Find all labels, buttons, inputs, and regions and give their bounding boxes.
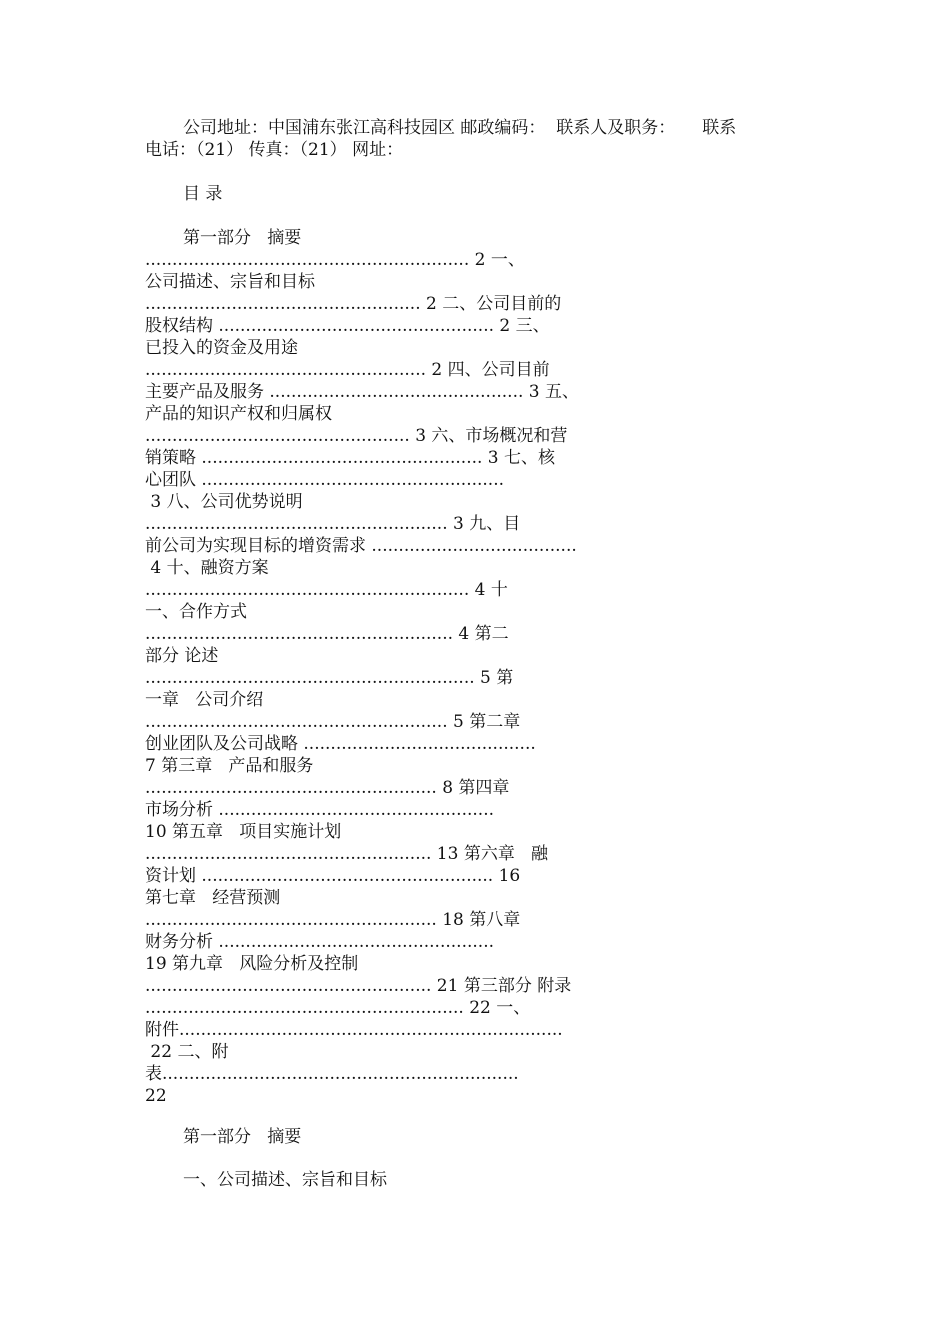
toc-line: 公司描述、宗旨和目标 (145, 272, 315, 292)
toc-line: ........................................................ 3 九、目 (145, 514, 521, 534)
toc-line: 已投入的资金及用途 (145, 338, 298, 358)
toc-line: 股权结构 ................................................... 2 三、 (145, 316, 550, 336)
toc-line: 10 第五章 项目实施计划 (145, 822, 342, 842)
section-heading: 第一部分 摘要 (183, 1127, 302, 1147)
toc-line: ...................................................... 18 第八章 (145, 910, 521, 930)
toc-line: 销策略 .................................................... 3 七、核 (145, 448, 556, 468)
toc-line: 一章 公司介绍 (145, 690, 264, 710)
toc-line: ........................................................ 5 第二章 (145, 712, 521, 732)
toc-line: 附件....................................................................... (145, 1020, 563, 1040)
toc-line: ........................................................... 22 一、 (145, 998, 531, 1018)
text-line: 电话：（21） 传真：（21） 网址： (145, 140, 404, 160)
toc-line: ..................................................... 13 第六章 融 (145, 844, 549, 864)
toc-line: ...................................................... 8 第四章 (145, 778, 510, 798)
toc-line: .................................................... 2 四、公司目前 (145, 360, 550, 380)
toc-line: 表.................................................................. (145, 1064, 519, 1084)
toc-line: 3 八、公司优势说明 (145, 492, 303, 512)
toc-line: ......................................................... 4 第二 (145, 624, 509, 644)
toc-line: 产品的知识产权和归属权 (145, 404, 332, 424)
toc-line: 7 第三章 产品和服务 (145, 756, 314, 776)
toc-line: 4 十、融资方案 (145, 558, 269, 578)
toc-line: ................................................... 2 二、公司目前的 (145, 294, 562, 314)
toc-line: 市场分析 ................................................... (145, 800, 494, 820)
toc-line: 第一部分 摘要 (183, 228, 302, 248)
toc-line: 部分 论述 (145, 646, 219, 666)
toc-heading: 目 录 (183, 184, 223, 204)
toc-line: 财务分析 ................................................... (145, 932, 494, 952)
toc-line: 前公司为实现目标的增资需求 ...................................... (145, 536, 577, 556)
toc-line: 心团队 ........................................................ (145, 470, 505, 490)
toc-line: 资计划 ...................................................... 16 (145, 866, 521, 886)
toc-line: ............................................................ 2 一、 (145, 250, 525, 270)
toc-line: 主要产品及服务 ............................................... 3 五、 (145, 382, 580, 402)
toc-line: ............................................................ 4 十 (145, 580, 508, 600)
toc-line: ................................................. 3 六、市场概况和营 (145, 426, 568, 446)
toc-line: 第七章 经营预测 (145, 888, 281, 908)
toc-line: ..................................................... 21 第三部分 附录 (145, 976, 572, 996)
toc-line: ............................................................. 5 第 (145, 668, 514, 688)
toc-line: 22 二、附 (145, 1042, 229, 1062)
section-heading: 一、公司描述、宗旨和目标 (183, 1170, 387, 1190)
toc-line: 创业团队及公司战略 ........................................... (145, 734, 536, 754)
toc-line: 22 (145, 1086, 167, 1106)
toc-line: 19 第九章 风险分析及控制 (145, 954, 359, 974)
text-line: 公司地址：中国浦东张江高科技园区 邮政编码： 联系人及职务： 联系 (183, 118, 737, 138)
toc-line: 一、合作方式 (145, 602, 247, 622)
